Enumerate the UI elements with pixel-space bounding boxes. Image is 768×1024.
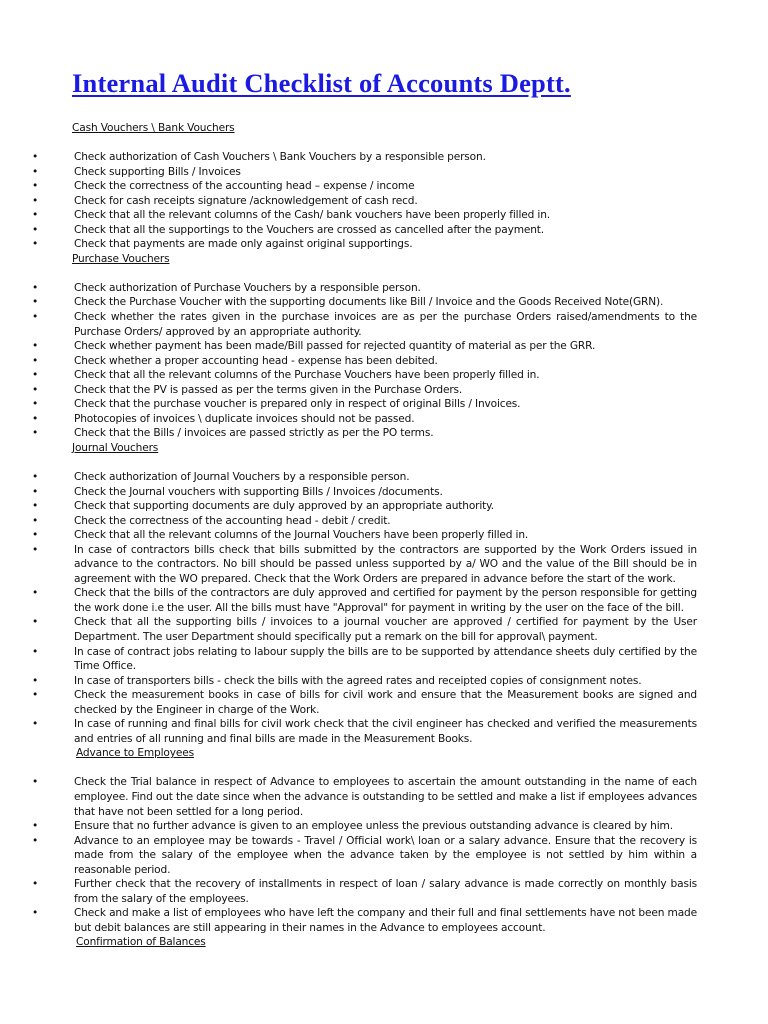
spacer	[32, 266, 697, 281]
checklist-item-text: Check whether payment has been made/Bill passed for rejected quantity of material as per the GRR.	[74, 340, 596, 353]
checklist-item-text: Check authorization of Purchase Vouchers by a responsible person.	[74, 281, 421, 294]
checklist-item-text: Photocopies of invoices \ duplicate invoices should not be passed.	[74, 412, 415, 425]
checklist-item	[32, 426, 697, 441]
checklist-item-text: Check that the Bills / invoices are passed strictly as per the PO terms.	[74, 427, 434, 440]
bullet-icon: •	[32, 412, 39, 425]
checklist-item	[32, 499, 697, 514]
checklist-item	[32, 717, 697, 746]
checklist-item-text: Check that all the relevant columns of the Cash/ bank vouchers have been properly filled in.	[74, 209, 551, 222]
checklist-item-text: In case of transporters bills - check the bills with the agreed rates and receipted copies of consignment notes.	[74, 674, 642, 687]
checklist	[32, 281, 697, 441]
checklist-body	[32, 121, 697, 950]
checklist-item-text: Check that payments are made only against original supportings.	[74, 238, 413, 251]
checklist-item	[32, 834, 697, 878]
checklist-item-text: Check whether the rates given in the purchase invoices are as per the purchase Orders raised/amendments to the Purchase Orders/ approved by an appropriate authority.	[74, 311, 697, 338]
checklist-item	[32, 688, 697, 717]
checklist-item	[32, 295, 697, 310]
checklist-item	[32, 339, 697, 354]
checklist-item	[32, 877, 697, 906]
bullet-icon: •	[32, 820, 39, 833]
section-heading: Confirmation of Balances	[76, 936, 206, 949]
bullet-icon: •	[32, 543, 39, 556]
checklist-item-text: Check that supporting documents are duly approved by an appropriate authority.	[74, 500, 495, 513]
bullet-icon: •	[32, 514, 39, 527]
checklist-item	[32, 543, 697, 587]
section-3	[32, 441, 697, 746]
checklist-item	[32, 165, 697, 180]
bullet-icon: •	[32, 529, 39, 542]
bullet-icon: •	[32, 238, 39, 251]
bullet-icon: •	[32, 311, 39, 324]
section-heading: Journal Vouchers	[72, 441, 159, 454]
checklist-item	[32, 223, 697, 238]
checklist-item-text: Check the correctness of the accounting head – expense / income	[74, 180, 415, 193]
checklist-item-text: In case of contractors bills check that bills submitted by the contractors are supported by the Work Orders issued in advance to the contractors. No bill should be passed unless supported by a/ WO and the value of the Bill should be in agreement with the WO prepared. Check that the Work Orders are prepared in advance before the start of the work.	[74, 543, 697, 585]
bullet-icon: •	[32, 369, 39, 382]
bullet-icon: •	[32, 398, 39, 411]
checklist-item-text: Check the measurement books in case of bills for civil work and ensure that the Measurement books are signed and checked by the Engineer in charge of the Work.	[74, 689, 697, 716]
checklist-item	[32, 237, 697, 252]
checklist-item	[32, 397, 697, 412]
checklist-item	[32, 208, 697, 223]
checklist-item	[32, 514, 697, 529]
checklist-item	[32, 310, 697, 339]
checklist-item-text: Check and make a list of employees who have left the company and their full and final settlements have not been made but debit balances are still appearing in their names in the Advance to employees account.	[74, 907, 697, 934]
bullet-icon: •	[32, 834, 39, 847]
checklist-item	[32, 485, 697, 500]
checklist-item-text: Check whether a proper accounting head - expense has been debited.	[74, 354, 438, 367]
checklist-item-text: Check authorization of Journal Vouchers by a responsible person.	[74, 470, 410, 483]
bullet-icon: •	[32, 689, 39, 702]
checklist-item-text: Check the Journal vouchers with supporting Bills / Invoices /documents.	[74, 485, 443, 498]
bullet-icon: •	[32, 340, 39, 353]
bullet-icon: •	[32, 616, 39, 629]
checklist-item-text: Check authorization of Cash Vouchers \ Bank Vouchers by a responsible person.	[74, 151, 486, 164]
checklist-item	[32, 412, 697, 427]
checklist-item-text: Check the correctness of the accounting head - debit / credit.	[74, 514, 391, 527]
bullet-icon: •	[32, 165, 39, 178]
bullet-icon: •	[32, 383, 39, 396]
bullet-icon: •	[32, 485, 39, 498]
checklist-item-text: Check that the purchase voucher is prepared only in respect of original Bills / Invoices.	[74, 398, 521, 411]
checklist-item	[32, 674, 697, 689]
checklist-item-text: Check that all the relevant columns of the Journal Vouchers have been properly filled in.	[74, 529, 529, 542]
spacer	[32, 455, 697, 470]
checklist-item-text: Advance to an employee may be towards - Travel / Official work\ loan or a salary advance. Ensure that the recovery is made from the salary of the employee when the advance taken by the employee is not settled by him within a reasonable period.	[74, 834, 697, 876]
bullet-icon: •	[32, 645, 39, 658]
checklist-item	[32, 645, 697, 674]
checklist-item-text: Ensure that no further advance is given to an employee unless the previous outstanding advance is cleared by him.	[74, 820, 673, 833]
section-5	[32, 935, 697, 950]
bullet-icon: •	[32, 427, 39, 440]
bullet-icon: •	[32, 776, 39, 789]
checklist-item	[32, 775, 697, 819]
bullet-icon: •	[32, 354, 39, 367]
checklist-item	[32, 194, 697, 209]
checklist-item	[32, 906, 697, 935]
checklist-item	[32, 470, 697, 485]
checklist-item	[32, 586, 697, 615]
checklist-item	[32, 150, 697, 165]
bullet-icon: •	[32, 470, 39, 483]
checklist-item	[32, 179, 697, 194]
checklist-item-text: Check that all the supporting bills / invoices to a journal voucher are approved / certified for payment by the User Department. The user Department should specifically put a remark on the bill for approval\ payment.	[74, 616, 697, 643]
checklist-item	[32, 383, 697, 398]
bullet-icon: •	[32, 151, 39, 164]
checklist-item	[32, 354, 697, 369]
checklist-item-text: In case of contract jobs relating to labour supply the bills are to be supported by attendance sheets duly certified by the Time Office.	[74, 645, 697, 673]
checklist-item	[32, 528, 697, 543]
checklist-item-text: Check the Purchase Voucher with the supporting documents like Bill / Invoice and the Goods Received Note(GRN).	[74, 296, 664, 309]
checklist-item-text: Check the Trial balance in respect of Advance to employees to ascertain the amount outstanding in the name of each employee. Find out the date since when the advance is outstanding to be settled and make a list if employees advances that have not been settled for a long period.	[74, 776, 697, 818]
spacer	[32, 761, 697, 776]
section-heading: Advance to Employees	[76, 747, 194, 760]
page-title: Internal Audit Checklist of Accounts Deptt.	[72, 68, 571, 98]
bullet-icon: •	[32, 180, 39, 193]
bullet-icon: •	[32, 209, 39, 222]
checklist	[32, 775, 697, 935]
checklist-item-text: Check for cash receipts signature /acknowledgement of cash recd.	[74, 194, 418, 207]
spacer	[32, 136, 697, 151]
checklist-item	[32, 368, 697, 383]
bullet-icon: •	[32, 296, 39, 309]
section-2	[32, 252, 697, 441]
checklist-item-text: Check that all the relevant columns of the Purchase Vouchers have been properly filled in.	[74, 369, 540, 382]
checklist-item	[32, 281, 697, 296]
checklist-item-text: In case of running and final bills for civil work check that the civil engineer has checked and verified the measurements and entries of all running and final bills are made in the Measurement Books.	[74, 718, 697, 745]
checklist-item-text: Further check that the recovery of installments in respect of loan / salary advance is made correctly on monthly basis from the salary of the employees.	[74, 878, 697, 905]
bullet-icon: •	[32, 587, 39, 600]
checklist-item-text: Check that the bills of the contractors are duly approved and certified for payment by the person responsible for getting the work done i.e the user. All the bills must have "Approval" for payment in writing by the user on the face of the bill.	[74, 587, 697, 614]
bullet-icon: •	[32, 194, 39, 207]
section-1	[32, 121, 697, 252]
bullet-icon: •	[32, 281, 39, 294]
checklist-item-text: Check that all the supportings to the Vouchers are crossed as cancelled after the payment.	[74, 223, 545, 236]
checklist-item	[32, 819, 697, 834]
checklist	[32, 150, 697, 252]
section-4	[32, 746, 697, 935]
checklist-item-text: Check that the PV is passed as per the terms given in the Purchase Orders.	[74, 383, 463, 396]
checklist	[32, 470, 697, 746]
checklist-item	[32, 615, 697, 644]
bullet-icon: •	[32, 878, 39, 891]
section-heading: Purchase Vouchers	[72, 252, 170, 265]
bullet-icon: •	[32, 907, 39, 920]
bullet-icon: •	[32, 223, 39, 236]
bullet-icon: •	[32, 718, 39, 731]
bullet-icon: •	[32, 500, 39, 513]
section-heading: Cash Vouchers \ Bank Vouchers	[72, 122, 235, 134]
bullet-icon: •	[32, 674, 39, 687]
checklist-item-text: Check supporting Bills / Invoices	[74, 165, 241, 178]
